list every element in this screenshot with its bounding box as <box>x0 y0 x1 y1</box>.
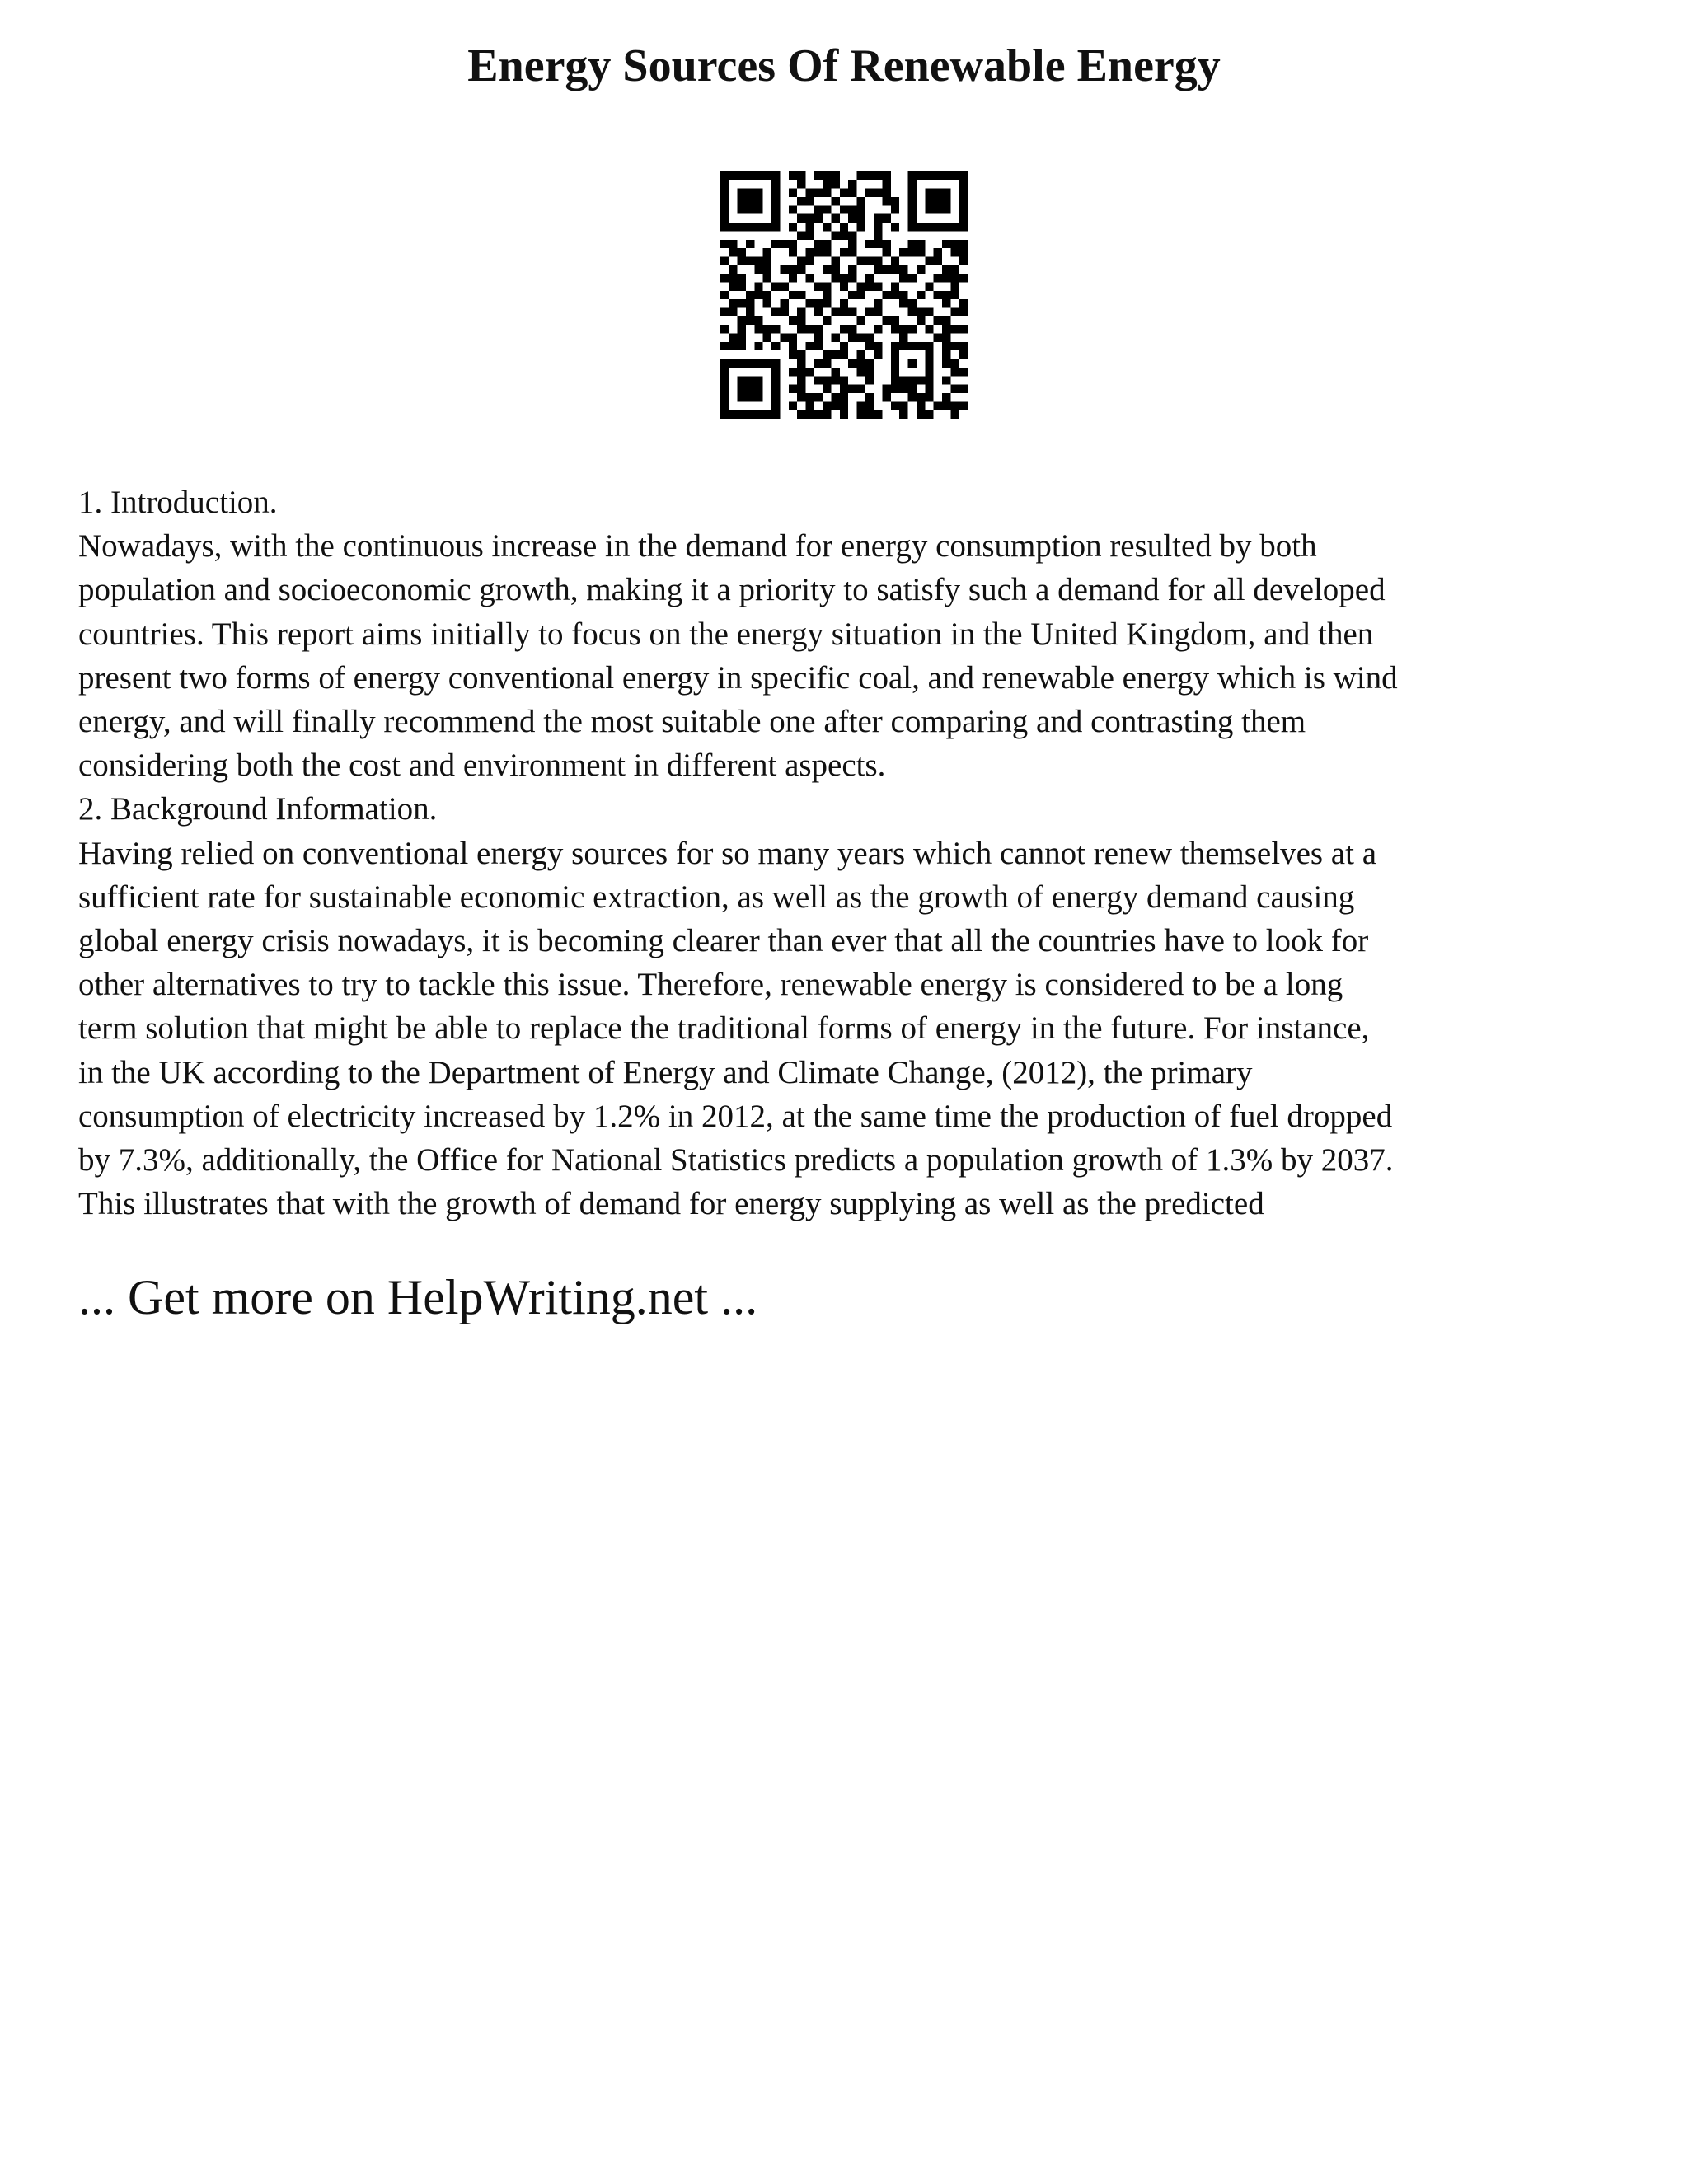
qr-code-icon[interactable] <box>720 171 968 419</box>
body-line: term solution that might be able to replace the traditional forms of energy in the future. For instance, <box>78 1010 1370 1047</box>
document-body <box>78 480 1644 1226</box>
document-title: Energy Sources Of Renewable Energy <box>467 40 1221 91</box>
body-line: by 7.3%, additionally, the Office for National Statistics predicts a population growth of 1.3% by 2037. <box>78 1142 1394 1179</box>
body-line: other alternatives to try to tackle this issue. Therefore, renewable energy is considered to be a long <box>78 967 1343 1003</box>
body-line: Having relied on conventional energy sources for so many years which cannot renew themselves at a <box>78 835 1377 871</box>
body-line: in the UK according to the Department of Energy and Climate Change, (2012), the primary <box>78 1054 1253 1090</box>
body-line: Nowadays, with the continuous increase in the demand for energy consumption resulted by both <box>78 528 1317 565</box>
body-line: 2. Background Information. <box>78 791 438 827</box>
body-line: countries. This report aims initially to focus on the energy situation in the United Kingdom, and then <box>78 616 1374 652</box>
body-line: global energy crisis nowadays, it is becoming clearer than ever that all the countries have to look for <box>78 923 1369 959</box>
body-line: population and socioeconomic growth, making it a priority to satisfy such a demand for all developed <box>78 572 1386 608</box>
body-line: considering both the cost and environment in different aspects. <box>78 748 886 784</box>
body-line: present two forms of energy conventional energy in specific coal, and renewable energy which is wind <box>78 659 1398 696</box>
body-line: 1. Introduction. <box>78 485 278 520</box>
body-line: sufficient rate for sustainable economic extraction, as well as the growth of energy demand causing <box>78 879 1355 915</box>
body-line: This illustrates that with the growth of demand for energy supplying as well as the predicted <box>78 1186 1264 1222</box>
body-line: consumption of electricity increased by 1.2% in 2012, at the same time the production of fuel dropped <box>78 1098 1393 1134</box>
get-more-link[interactable]: ... Get more on HelpWriting.net ... <box>78 1270 758 1324</box>
body-line: energy, and will finally recommend the most suitable one after comparing and contrasting them <box>78 704 1306 740</box>
